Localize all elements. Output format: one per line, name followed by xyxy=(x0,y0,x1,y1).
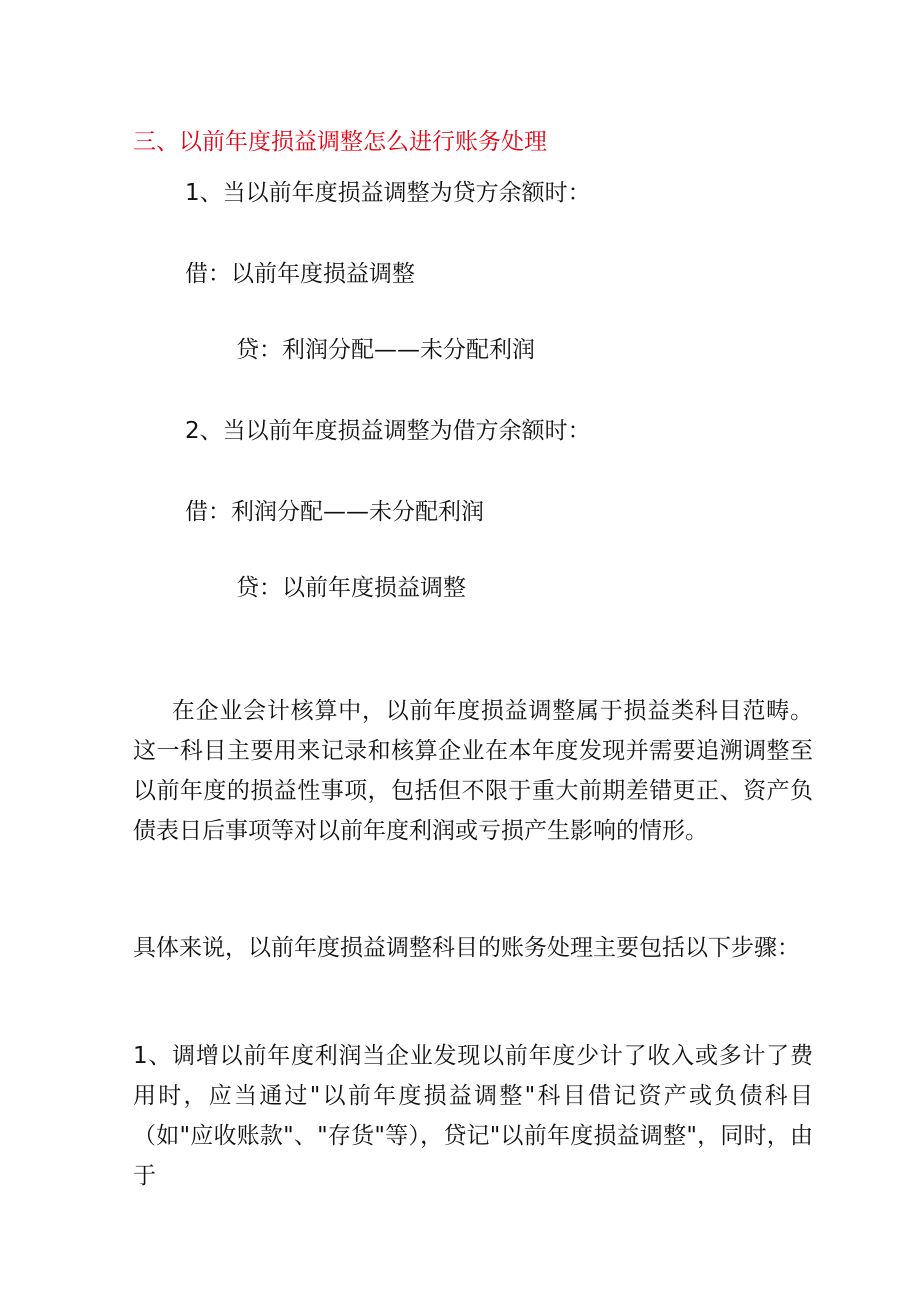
case1-debit-entry: 借：以前年度损益调整 xyxy=(185,261,415,287)
paragraph-step-1: 1、调增以前年度利润当企业发现以前年度少计了收入或多计了费用时，应当通过"以前年度损益调整"科目借记资产或负债科目（如"应收账款"、"存货"等），贷记"以前年度损益调整"，同时，由于 xyxy=(133,1043,813,1189)
paragraph-steps: 具体来说，以前年度损益调整科目的账务处理主要包括以下步骤： xyxy=(133,935,800,961)
paragraph-intro-text: 在企业会计核算中，以前年度损益调整属于损益类科目范畴。这一科目主要用来记录和核算企业在本年度发现并需要追溯调整至以前年度的损益性事项，包括但不限于重大前期差错更正、资产负债表日后事项等对以前年度利润或亏损产生影响的情形。 xyxy=(133,698,813,844)
case1-title: 1、当以前年度损益调整为贷方余额时： xyxy=(185,180,591,206)
case2-title: 2、当以前年度损益调整为借方余额时： xyxy=(185,418,591,444)
case1-credit-entry: 贷：利润分配——未分配利润 xyxy=(236,337,535,363)
paragraph-intro xyxy=(133,691,813,851)
case2-debit-entry: 借：利润分配——未分配利润 xyxy=(185,499,484,525)
case2-credit-entry: 贷：以前年度损益调整 xyxy=(236,575,466,601)
section-heading: 三、以前年度损益调整怎么进行账务处理 xyxy=(133,129,547,155)
